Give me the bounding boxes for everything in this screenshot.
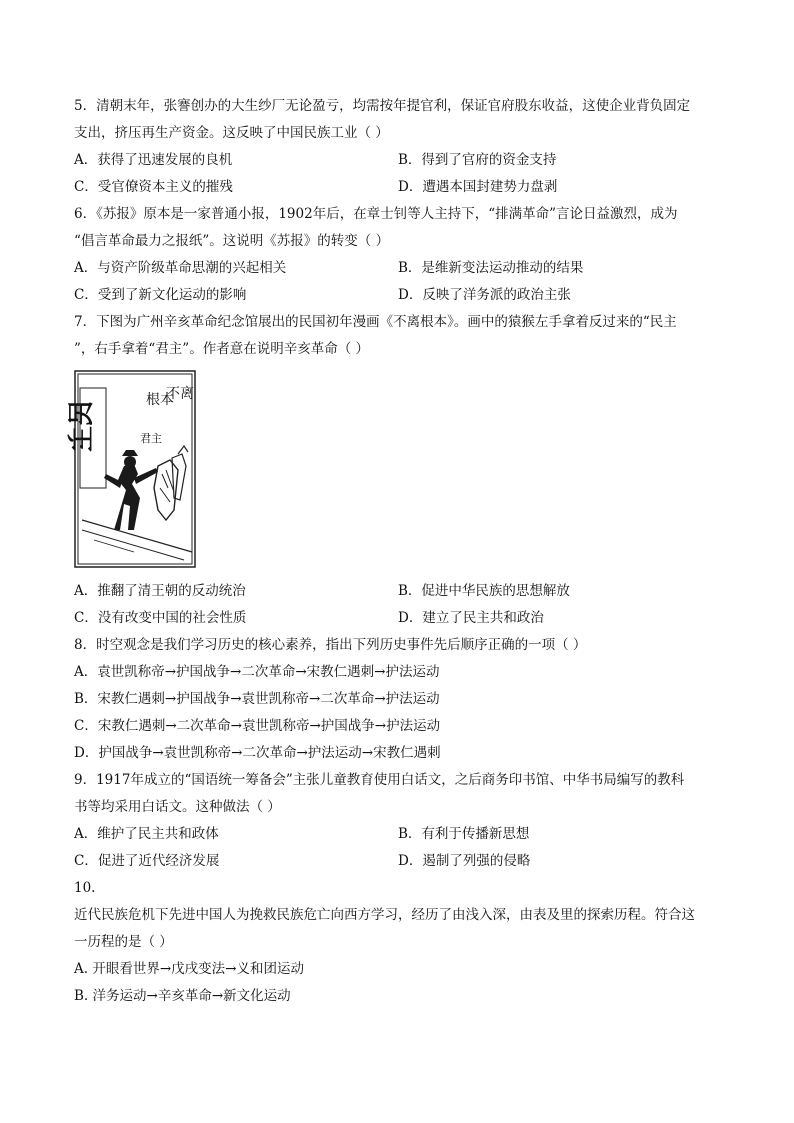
q8-option-d: D．护国战争→袁世凯称帝→二次革命→护法运动→宋教仁遇刺 xyxy=(74,745,441,761)
q7-stem-line1: 7．下图为广州辛亥革命纪念馆展出的民国初年漫画《不离根本》。画中的猿猴左手拿着反过来的“民主 xyxy=(74,314,677,330)
q10-stem-line1: 近代民族危机下先进中国人为挽救民族危亡向西方学习，经历了由浅入深，由表及里的探索历程。符合这 xyxy=(74,907,695,923)
q9-option-c: C．促进了近代经济发展 xyxy=(74,853,220,869)
q5-stem-line2: 支出，挤压再生产资金。这反映了中国民族工业（ ） xyxy=(74,125,389,141)
q10-stem-line2: 一历程的是（ ） xyxy=(74,934,173,950)
cartoon-label-minzhu-reversed xyxy=(67,400,97,452)
q9-option-d: D．遏制了列强的侵略 xyxy=(398,853,531,869)
q8-option-a: A．袁世凯称帝→护国战争→二次革命→宋教仁遇刺→护法运动 xyxy=(74,664,440,680)
q9-option-a: A．维护了民主共和政体 xyxy=(74,826,219,842)
q8-option-b: B．宋教仁遇刺→护国战争→袁世凯称帝→二次革命→护法运动 xyxy=(74,691,440,707)
q7-option-a: A．推翻了清王朝的反动统治 xyxy=(74,583,246,599)
q6-option-b: B．是维新变法运动推动的结果 xyxy=(398,260,584,276)
svg-text:民主: 民主 xyxy=(67,400,97,453)
q6-option-c: C．受到了新文化运动的影响 xyxy=(74,287,247,303)
q10-option-b: B. 洋务运动→辛亥革命→新文化运动 xyxy=(74,988,291,1004)
q8-stem: 8．时空观念是我们学习历史的核心素养，指出下列历史事件先后顺序正确的一项（ ） xyxy=(74,637,587,653)
q10-number: 10. xyxy=(74,880,96,896)
q6-stem-line2: “倡言革命最力之报纸”。这说明《苏报》的转变（ ） xyxy=(74,233,390,249)
q9-option-b: B．有利于传播新思想 xyxy=(398,826,530,842)
q9-stem-line1: 9．1917年成立的“国语统一筹备会”主张儿童教育使用白话文，之后商务印书馆、中华书局编写的教科 xyxy=(74,772,685,788)
q7-option-c: C．没有改变中国的社会性质 xyxy=(74,610,247,626)
cartoon-label-junzhu: 君主 xyxy=(140,432,162,445)
q9-stem-line2: 书等均采用白话文。这种做法（ ） xyxy=(74,799,281,815)
q5-option-b: B．得到了官府的资金支持 xyxy=(398,152,557,168)
cartoon-bu-li-gen-ben xyxy=(67,370,196,568)
cartoon-title-col1: 不离 xyxy=(166,386,194,402)
q5-stem-line1: 5．清朝末年，张謇创办的大生纱厂无论盈亏，均需按年提官利，保证官府股东收益，这使企业背负固定 xyxy=(74,98,691,114)
q6-option-a: A．与资产阶级革命思潮的兴起相关 xyxy=(74,260,287,276)
q5-option-c: C．受官僚资本主义的摧残 xyxy=(74,179,233,195)
q7-option-b: B．促进中华民族的思想解放 xyxy=(398,583,570,599)
q5-option-d: D．遭遇本国封建势力盘剥 xyxy=(398,179,558,195)
q10-option-a: A. 开眼看世界→戊戌变法→义和团运动 xyxy=(74,961,304,977)
q6-option-d: D．反映了洋务派的政治主张 xyxy=(398,287,571,303)
q5-option-a: A．获得了迅速发展的良机 xyxy=(74,152,233,168)
cartoon-title-col2: 根本 xyxy=(146,392,174,408)
cartoon-illustration xyxy=(67,370,196,568)
q6-stem-line1: 6．《苏报》原本是一家普通小报，1902年后，在章士钊等人主持下，“排满革命”言论日益激烈，成为 xyxy=(74,206,678,222)
q7-stem-line2: ”，右手拿着“君主”。作者意在说明辛亥革命（ ） xyxy=(74,341,369,357)
q7-option-d: D．建立了民主共和政治 xyxy=(398,610,544,626)
q8-option-c: C．宋教仁遇刺→二次革命→袁世凯称帝→护国战争→护法运动 xyxy=(74,718,441,734)
